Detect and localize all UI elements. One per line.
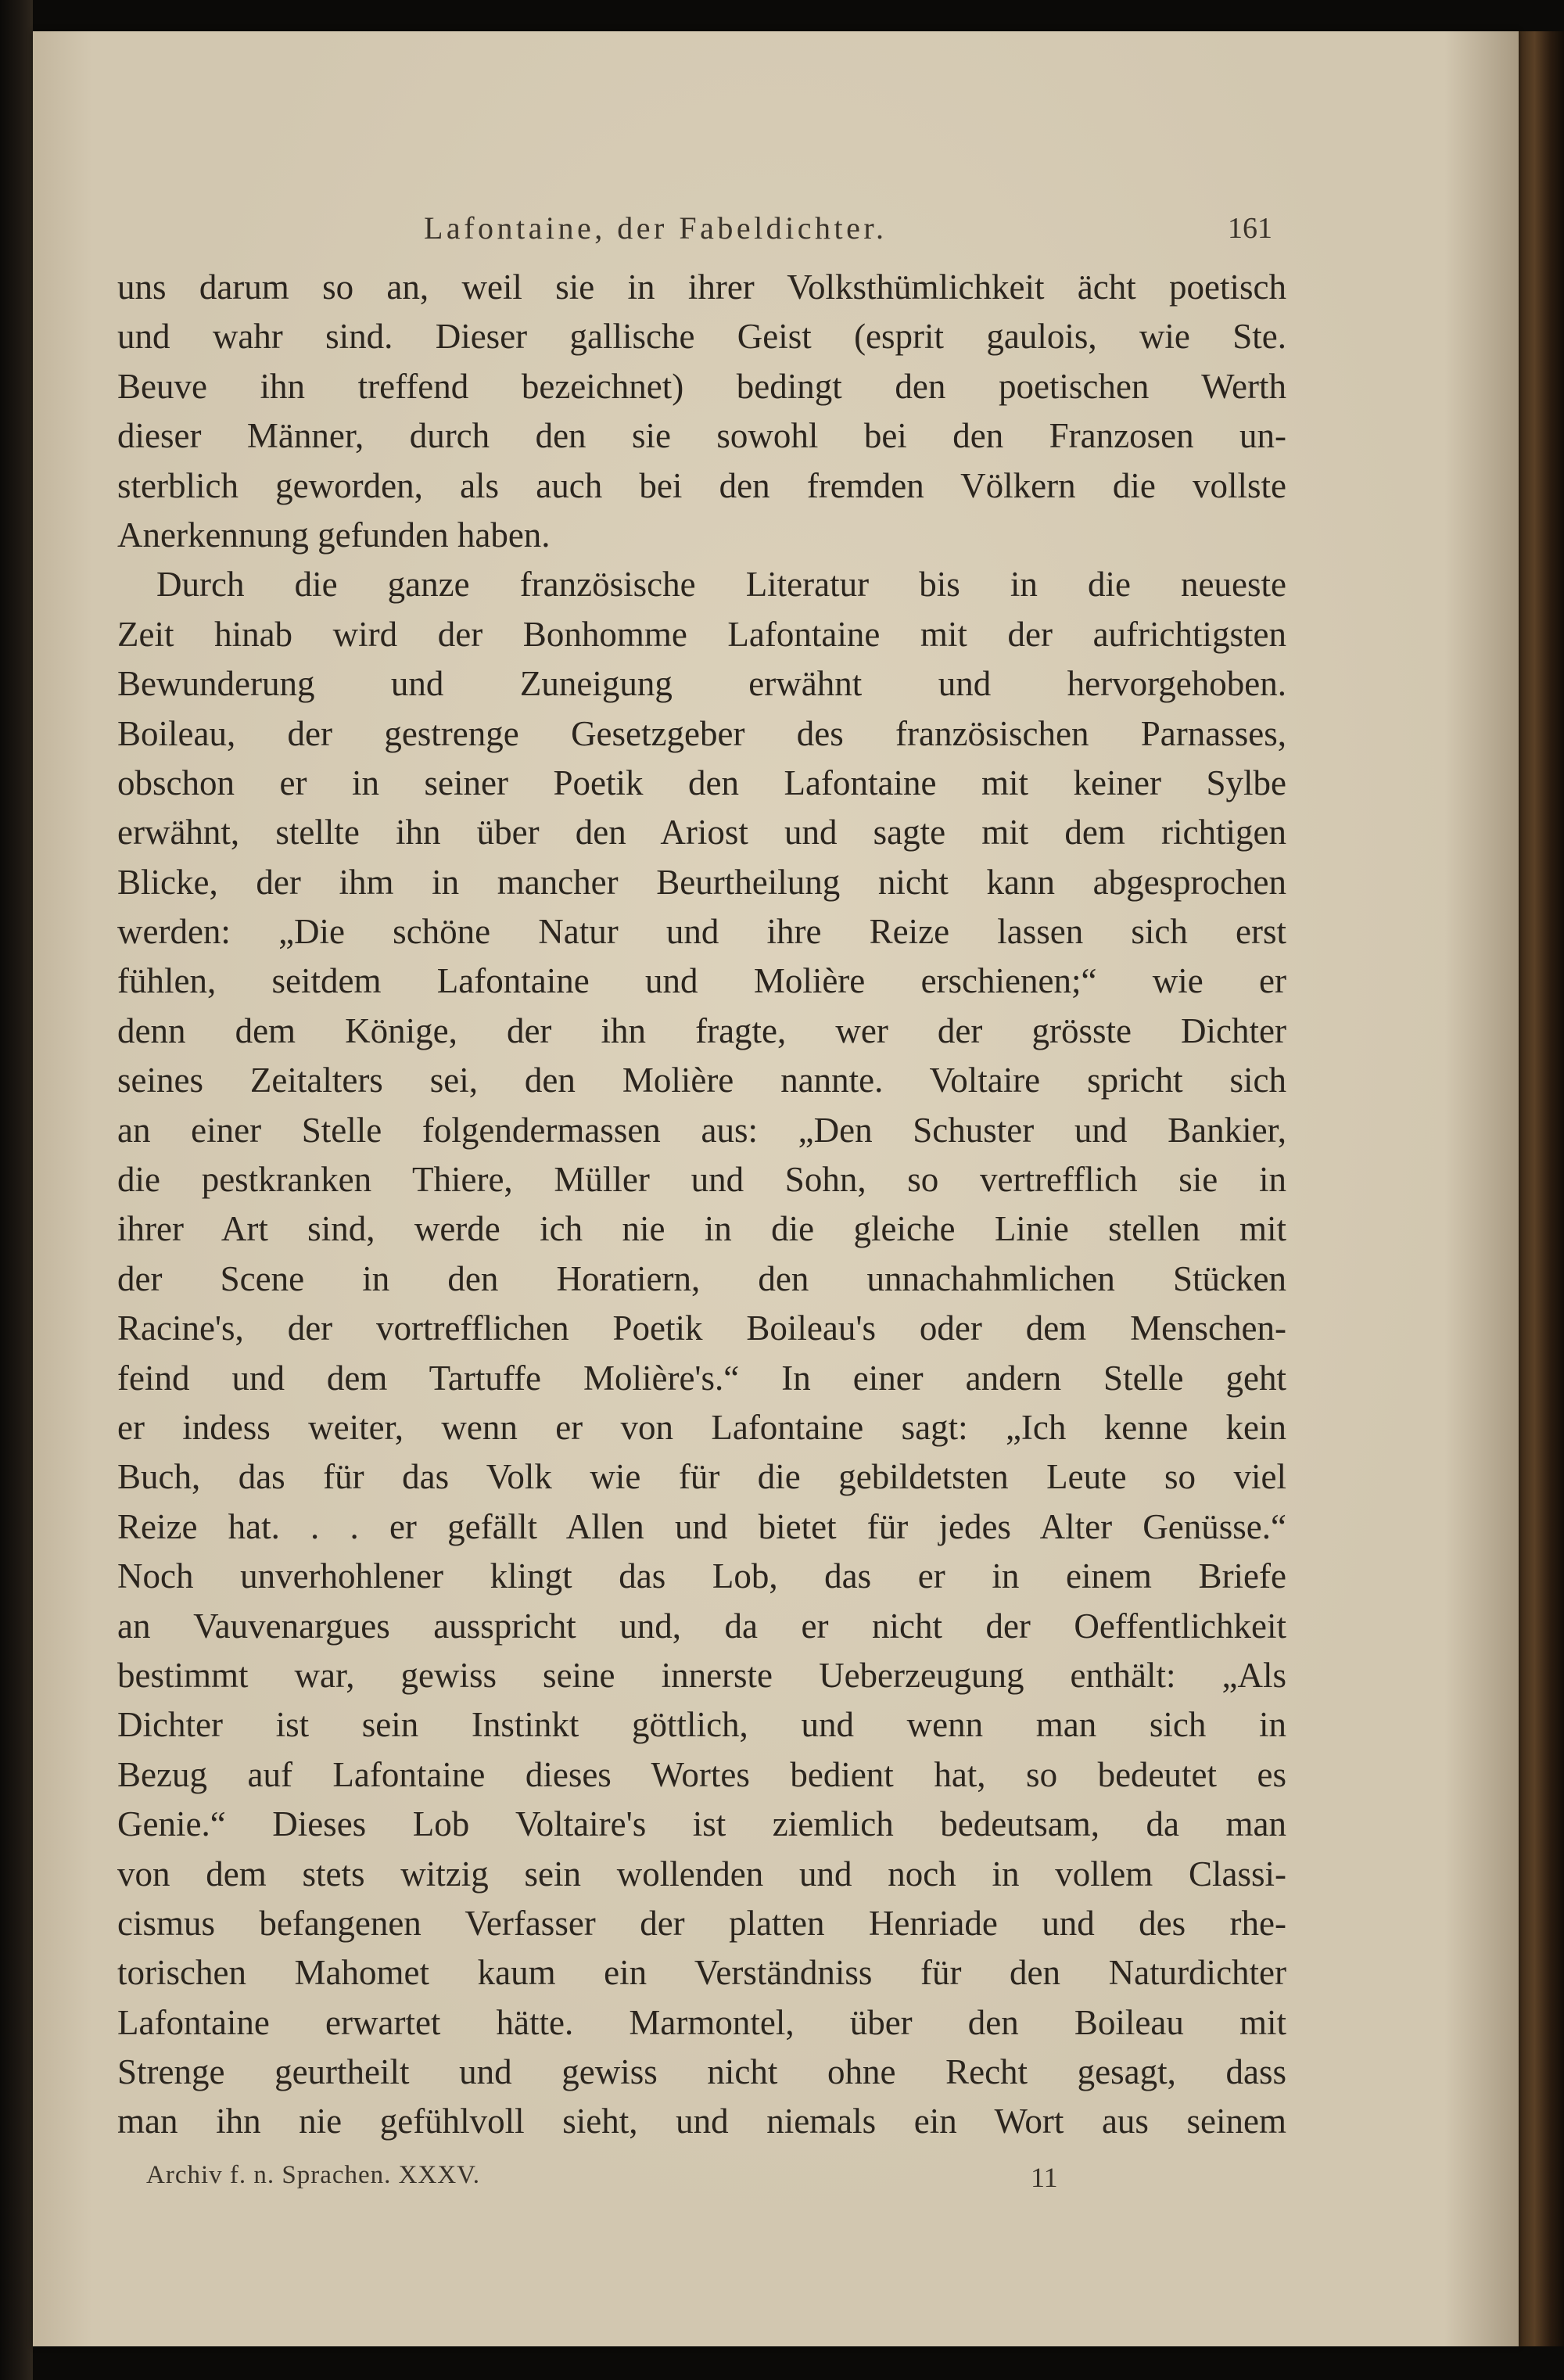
text-line: cismus befangenen Verfasser der platten Henriade und des rhe- bbox=[117, 1903, 1286, 1943]
text-line: Buch, das für das Volk wie für die gebildetsten Leute so viel bbox=[117, 1457, 1286, 1497]
text-line: er indess weiter, wenn er von Lafontaine sagt: „Ich kenne kein bbox=[117, 1407, 1286, 1447]
text-line: Boileau, der gestrenge Gesetzgeber des französischen Parnasses, bbox=[117, 713, 1286, 753]
text-line: von dem stets witzig sein wollenden und noch in vollem Classi- bbox=[117, 1854, 1286, 1894]
text-line: Blicke, der ihm in mancher Beurtheilung nicht kann abgesprochen bbox=[117, 862, 1286, 902]
text-line: Zeit hinab wird der Bonhomme Lafontaine mit der aufrichtigsten bbox=[117, 614, 1286, 654]
body-text bbox=[117, 263, 1286, 2147]
text-line: Lafontaine erwartet hätte. Marmontel, über den Boileau mit bbox=[117, 2002, 1286, 2042]
running-header: Lafontaine, der Fabeldichter. bbox=[424, 210, 888, 246]
text-line: Beuve ihn treffend bezeichnet) bedingt den poetischen Werth bbox=[117, 366, 1286, 406]
text-line: seines Zeitalters sei, den Molière nannte. Voltaire spricht sich bbox=[117, 1061, 1286, 1100]
text-line: obschon er in seiner Poetik den Lafontaine mit keiner Sylbe bbox=[117, 763, 1286, 802]
text-line: Racine's, der vortrefflichen Poetik Boileau's oder dem Menschen- bbox=[117, 1308, 1286, 1348]
text-line: denn dem Könige, der ihn fragte, wer der grösste Dichter bbox=[117, 1011, 1286, 1050]
footer-sheet-number: 11 bbox=[1031, 2162, 1058, 2193]
text-line: an Vauvenargues ausspricht und, da er nicht der Oeffentlichkeit bbox=[117, 1606, 1286, 1646]
text-line: Noch unverhohlener klingt das Lob, das er in einem Briefe bbox=[117, 1556, 1286, 1596]
text-line: werden: „Die schöne Natur und ihre Reize lassen sich erst bbox=[117, 912, 1286, 952]
text-line: Reize hat. . . er gefällt Allen und bietet für jedes Alter Genüsse.“ bbox=[117, 1506, 1286, 1546]
text-line: Bezug auf Lafontaine dieses Wortes bedient hat, so bedeutet es bbox=[117, 1754, 1286, 1794]
text-line: ihrer Art sind, werde ich nie in die gleiche Linie stellen mit bbox=[117, 1209, 1286, 1249]
text-line: die pestkranken Thiere, Müller und Sohn, so vertrefflich sie in bbox=[117, 1160, 1286, 1200]
text-line: Durch die ganze französische Literatur bis in die neueste bbox=[156, 565, 1286, 605]
text-line: und wahr sind. Dieser gallische Geist (esprit gaulois, wie Ste. bbox=[117, 317, 1286, 357]
text-line: torischen Mahomet kaum ein Verständniss für den Naturdichter bbox=[117, 1953, 1286, 1993]
text-line: Genie.“ Dieses Lob Voltaire's ist ziemlich bedeutsam, da man bbox=[117, 1804, 1286, 1844]
footer-signature: Archiv f. n. Sprachen. XXXV. bbox=[146, 2161, 480, 2189]
text-line: fühlen, seitdem Lafontaine und Molière erschienen;“ wie er bbox=[117, 961, 1286, 1001]
text-line: Dichter ist sein Instinkt göttlich, und wenn man sich in bbox=[117, 1705, 1286, 1745]
book-spine-edge bbox=[1519, 31, 1564, 2346]
text-line: sterblich geworden, als auch bei den fremden Völkern die vollste bbox=[117, 465, 1286, 505]
text-line: erwähnt, stellte ihn über den Ariost und sagte mit dem richtigen bbox=[117, 813, 1286, 853]
text-line: Bewunderung und Zuneigung erwähnt und hervorgehoben. bbox=[117, 664, 1286, 704]
book-left-edge bbox=[0, 0, 33, 2380]
text-line: an einer Stelle folgendermassen aus: „Den Schuster und Bankier, bbox=[117, 1110, 1286, 1150]
text-line: dieser Männer, durch den sie sowohl bei den Franzosen un- bbox=[117, 416, 1286, 456]
text-line: Anerkennung gefunden haben. bbox=[117, 515, 551, 555]
text-line: bestimmt war, gewiss seine innerste Ueberzeugung enthält: „Als bbox=[117, 1655, 1286, 1695]
text-line: feind und dem Tartuffe Molière's.“ In einer andern Stelle geht bbox=[117, 1358, 1286, 1398]
text-line: uns darum so an, weil sie in ihrer Volksthümlichkeit ächt poetisch bbox=[117, 267, 1286, 307]
text-line: man ihn nie gefühlvoll sieht, und niemals ein Wort aus seinem bbox=[117, 2102, 1286, 2141]
text-line: Strenge geurtheilt und gewiss nicht ohne Recht gesagt, dass bbox=[117, 2052, 1286, 2092]
book-page bbox=[33, 31, 1519, 2346]
page-number: 161 bbox=[1228, 212, 1272, 245]
text-line: der Scene in den Horatiern, den unnachahmlichen Stücken bbox=[117, 1258, 1286, 1298]
